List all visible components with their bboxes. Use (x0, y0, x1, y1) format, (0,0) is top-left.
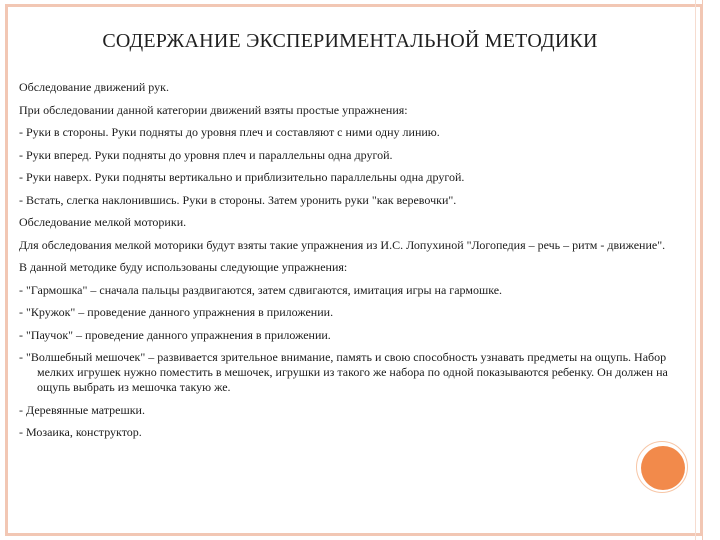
decorative-orange-circle (641, 446, 685, 490)
paragraph: В данной методике буду использованы следующие упражнения: (19, 260, 348, 274)
list-item: - "Паучок" – проведение данного упражнения в приложении. (19, 327, 331, 342)
list-item: - Руки наверх. Руки подняты вертикально и приблизительно параллельны одна другой. (19, 170, 465, 184)
slide-title: СОДЕРЖАНИЕ ЭКСПЕРИМЕНТАЛЬНОЙ МЕТОДИКИ (102, 30, 598, 52)
list-item: - "Кружок" – проведение данного упражнения в приложении. (19, 305, 334, 319)
slide-content (19, 80, 687, 448)
list-item: - "Волшебный мешочек" – развивается зрительное внимание, память и свою способность узнавать предметы на ощупь. Набор мелких игрушек нужно поместить в мешочек, игрушки из такого же набора по одной показываются ребенку. Он должен на ощупь выбрать из мешочка такую же. (19, 350, 668, 394)
list-item: - Руки в стороны. Руки подняты до уровня плеч и составляют с ними одну линию. (19, 125, 440, 139)
list-item: - Встать, слегка наклонившись. Руки в стороны. Затем уронить руки "как веревочки". (19, 192, 457, 207)
decorative-vertical-line-inner (695, 0, 696, 540)
list-item: - Руки вперед. Руки подняты до уровня плеч и параллельны одна другой. (19, 147, 393, 162)
paragraph: Обследование движений рук. (19, 80, 169, 94)
list-item: - Деревянные матрешки. (19, 402, 145, 417)
decorative-vertical-line (702, 0, 703, 540)
list-item: - Мозаика, конструктор. (19, 425, 142, 439)
list-item: - "Гармошка" – сначала пальцы раздвигаются, затем сдвигаются, имитация игры на гармошке. (19, 282, 503, 297)
paragraph: При обследовании данной категории движений взяты простые упражнения: (19, 102, 408, 117)
paragraph: Для обследования мелкой моторики будут взяты такие упражнения из И.С. Лопухиной "Логопедия – речь – ритм - движение". (19, 237, 666, 252)
paragraph: Обследование мелкой моторики. (19, 215, 187, 229)
